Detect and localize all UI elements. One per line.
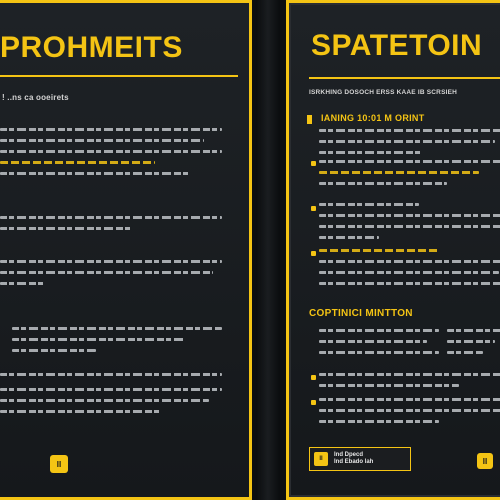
left-text-block-1 xyxy=(0,128,222,183)
section-marker-icon xyxy=(307,115,312,124)
left-text-block-5 xyxy=(0,373,222,421)
left-title-divider xyxy=(0,75,238,77)
right-panel-title: SPATETOIN xyxy=(311,29,483,62)
bullet-icon xyxy=(311,400,316,405)
left-text-block-3 xyxy=(0,260,222,293)
right-heading-2: COPTINICI MINTTON xyxy=(309,308,413,319)
bullet-icon xyxy=(311,375,316,380)
footer-logo-icon: II xyxy=(314,452,328,466)
left-panel-subheading: ! ..ns ca ooeirets xyxy=(2,93,69,102)
right-heading-1: IANING 10:01 M ORINT xyxy=(321,113,425,123)
left-panel-title: PROHMEITS xyxy=(0,31,183,64)
right-footer-box xyxy=(309,447,411,471)
right-panel-subheading: ISRKHING DOSOCH ERSS KAAE IB SCRSIEH xyxy=(309,89,458,96)
bullet-icon xyxy=(311,161,316,166)
right-text-block-7 xyxy=(319,398,500,431)
footer-line-2: Ind Ebado lah xyxy=(334,459,374,465)
right-text-block-6 xyxy=(319,373,500,395)
footer-text xyxy=(334,452,373,466)
right-text-block-5b xyxy=(447,329,500,362)
right-text-block-2 xyxy=(319,160,500,193)
bullet-icon xyxy=(311,206,316,211)
right-text-block-1 xyxy=(319,129,500,162)
panel-gap xyxy=(256,0,280,500)
right-panel-badge: II xyxy=(477,453,493,469)
right-panel xyxy=(286,0,500,500)
left-text-block-4 xyxy=(12,327,222,360)
bullet-icon xyxy=(311,251,316,256)
footer-line-1: Ind Dpecd xyxy=(334,452,364,458)
right-text-block-5a xyxy=(319,329,439,362)
right-title-divider xyxy=(309,77,500,79)
left-panel-badge: II xyxy=(50,455,68,473)
left-text-block-2 xyxy=(0,216,222,238)
right-text-block-4 xyxy=(319,249,500,293)
right-text-block-3 xyxy=(319,203,500,247)
